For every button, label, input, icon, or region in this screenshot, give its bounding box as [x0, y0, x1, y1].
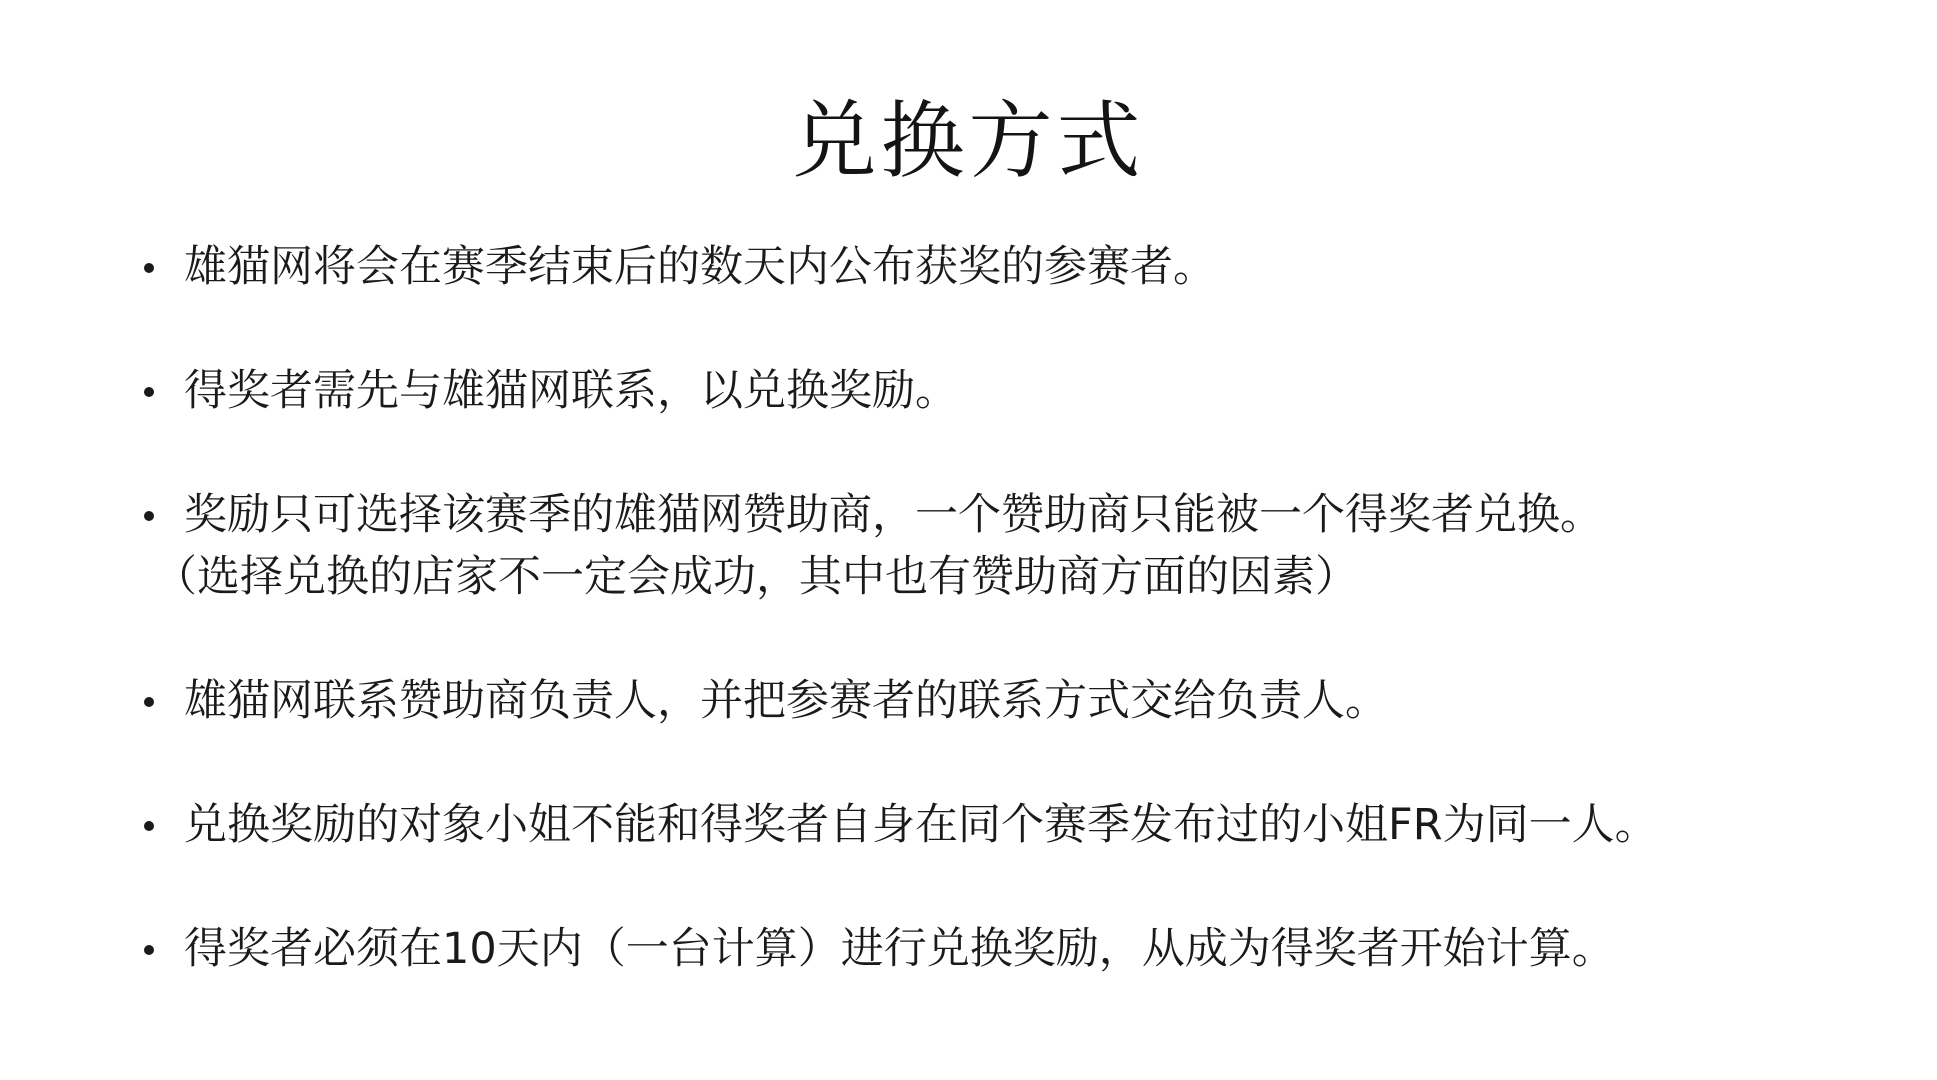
bullet-dot-icon [144, 697, 154, 707]
slide-title: 兑换方式 [792, 92, 1145, 191]
bullet-text: 雄猫网联系赞助商负责人，并把参赛者的联系方式交给负责人。 [184, 676, 1388, 726]
bullet-dot-icon [144, 945, 154, 955]
bullet-dot-icon [144, 263, 154, 273]
bullet-dot-icon [144, 511, 154, 521]
bullet-text: 雄猫网将会在赛季结束后的数天内公布获奖的参赛者。 [184, 242, 1216, 292]
bullet-dot-icon [144, 821, 154, 831]
bullet-item-1 [140, 236, 1920, 298]
bullet-item-2 [140, 360, 1920, 422]
bullet-text: 得奖者需先与雄猫网联系，以兑换奖励。 [184, 366, 958, 416]
bullet-item-3 [140, 484, 1920, 608]
bullet-text: 兑换奖励的对象小姐不能和得奖者自身在同个赛季发布过的小姐FR为同一人。 [184, 800, 1658, 850]
bullet-text: 得奖者必须在10天内（一台计算）进行兑换奖励，从成为得奖者开始计算。 [184, 924, 1615, 974]
bullet-note: （选择兑换的店家不一定会成功，其中也有赞助商方面的因素） [154, 552, 1358, 602]
bullet-item-5 [140, 794, 1920, 856]
bullet-dot-icon [144, 387, 154, 397]
bullet-item-4 [140, 670, 1920, 732]
bullet-text: 奖励只可选择该赛季的雄猫网赞助商，一个赞助商只能被一个得奖者兑换。 [184, 490, 1603, 540]
bullet-list [140, 236, 1920, 1042]
bullet-item-6 [140, 918, 1920, 980]
